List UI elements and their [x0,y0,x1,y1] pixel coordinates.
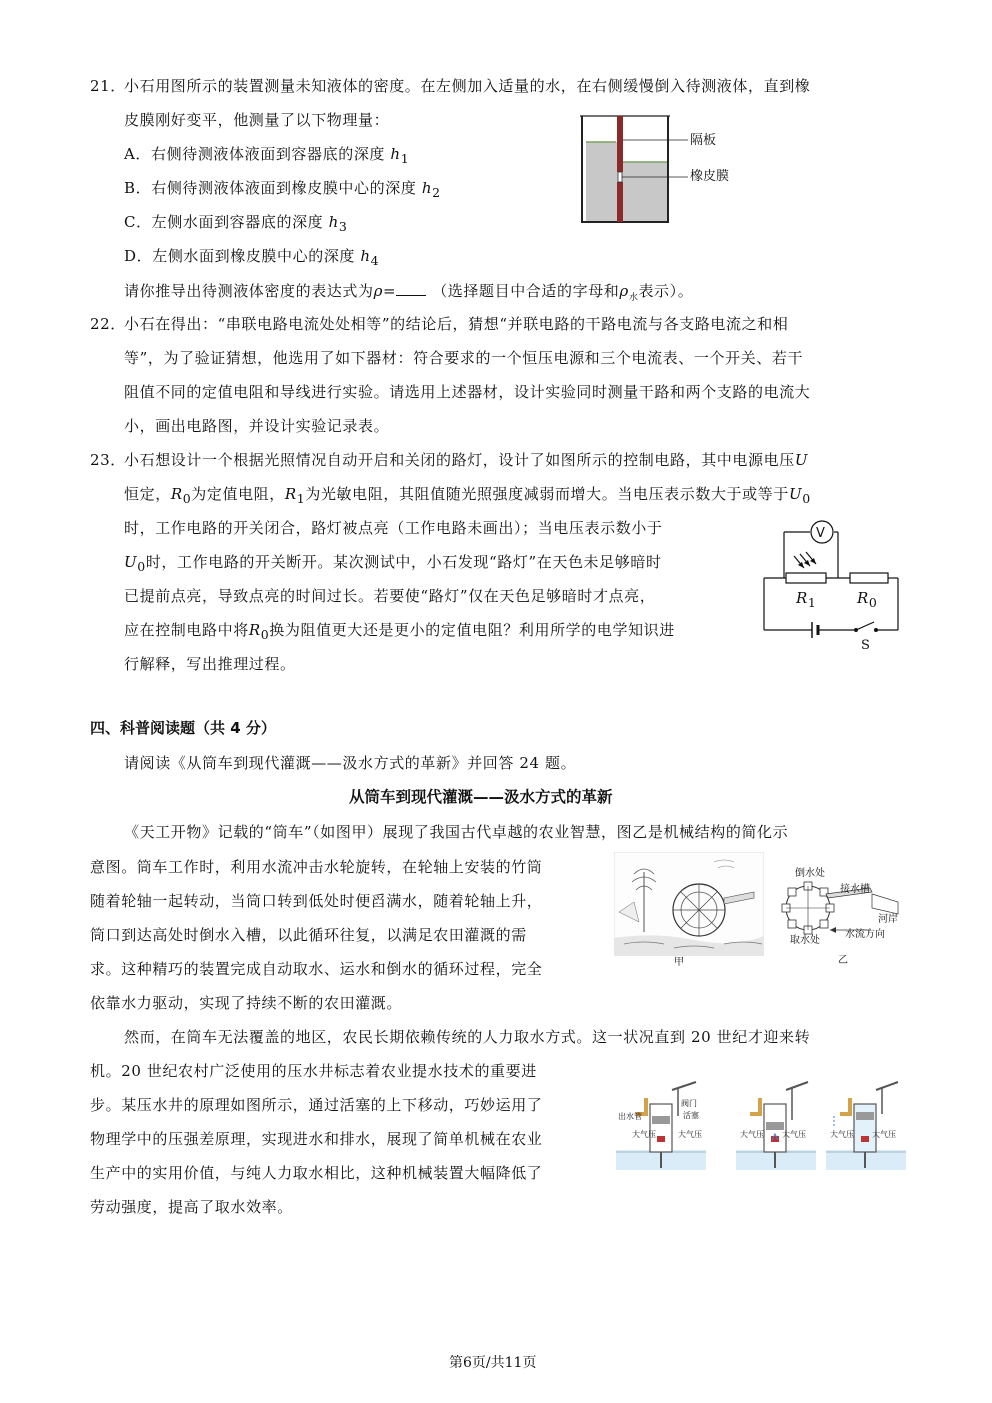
q22-line1: 小石在得出：“串联电路电流处处相等”的结论后，猜想“并联电路的干路电流与各支路电流之和相 [124,315,789,333]
q21-option-c: C．左侧水面到容器底的深度 $h_3$ [124,213,348,234]
label-bank: 河岸 [878,914,898,925]
pump-well-diagram-2 [736,1080,816,1170]
label-trough: 接水槽 [840,884,870,895]
voltmeter-label: V [816,526,825,541]
pump-well-diagram-3 [826,1080,906,1170]
water-wheel-illustration [614,852,764,956]
answer-blank[interactable] [396,283,426,296]
q22-line3: 阻值不同的定值电阻和导线进行实验。请选用上述器材，设计实验同时测量干路和两个支路的电流大 [124,383,811,401]
pump-label-outlet: 出水管 [618,1112,642,1121]
pump-label-atm-3a: 大气压 [830,1130,854,1139]
page-footer: 第6页/共11页 [449,1355,537,1371]
pump-well-diagram-1 [616,1080,706,1170]
q21-option-b: B．右侧待测液体液面到橡皮膜中心的深度 $h_2$ [124,179,441,200]
q23-line7: 行解释，写出推理过程。 [124,655,296,673]
p1-line2: 意图。筒车工作时，利用水流冲击水轮旋转，在轮轴上安装的竹筒 [90,858,543,876]
p2-line2: 机。20 世纪农村广泛使用的压水井标志着农业提水技术的重要进 [90,1062,537,1080]
fig-yi-caption: 乙 [838,955,848,966]
q21-line2: 皮膜刚好变平，他测量了以下物理量： [124,111,390,129]
q23-line5: 已提前点亮，导致点亮的时间过长。若要使“路灯”仅在天色足够暗时才点亮， [124,587,656,605]
q21-ask: 请你推导出待测液体密度的表达式为ρ= （选择题目中合适的字母和$\rho_水$表示）。 [124,282,694,303]
pump-label-atm-1a: 大气压 [632,1130,656,1139]
q23-line3: 时，工作电路的开关闭合，路灯被点亮（工作电路未画出）；当电压表示数小于 [124,519,663,537]
label-take: 取水处 [790,935,820,946]
pump-label-piston: 活塞 [683,1111,699,1120]
q23-line6: 应在控制电路中将$R_0$换为阻值更大还是更小的定值电阻？利用所学的电学知识进 [124,621,675,642]
fig-jia-caption: 甲 [674,957,684,968]
section4-heading: 四、科普阅读题（共 4 分） [90,719,276,737]
q23-line4: $U_0$时，工作电路的开关断开。某次测试中，小石发现“路灯”在天色未足够暗时 [124,553,662,574]
q21-line1: 小石用图所示的装置测量未知液体的密度。在左侧加入适量的水，在右侧缓慢倒入待测液体，直到橡 [124,77,811,95]
circuit-switch-label: S [861,638,871,653]
q22-line2: 等”，为了验证猜想，他选用了如下器材：符合要求的一个恒压电源和三个电流表、一个开关、若干 [124,349,804,367]
pump-label-valve: 阀门 [681,1099,697,1108]
label-pour: 倒水处 [795,868,825,879]
pump-label-atm-1b: 大气压 [678,1130,702,1139]
p2-line3: 步。某压水井的原理如图所示，通过活塞的上下移动，巧妙运用了 [90,1096,543,1114]
p2-line6: 劳动强度，提高了取水效率。 [90,1198,293,1216]
circuit-r0-label: $R_0$ [857,589,878,610]
pump-label-atm-2a: 大气压 [740,1130,764,1139]
p1-line6: 依靠水力驱动，实现了持续不断的农田灌溉。 [90,994,403,1012]
p2-line5: 生产中的实用价值，与纯人力取水相比，这种机械装置大幅降低了 [90,1164,543,1182]
q21-number: 21． [90,77,126,95]
q21-label-membrane: 橡皮膜 [690,169,730,184]
circuit-r1-label: $R_1$ [796,589,817,610]
q23-number: 23． [90,451,126,469]
p1-line3: 随着轮轴一起转动，当筒口转到低处时便舀满水，随着轮轴上升， [90,892,543,910]
q22-line4: 小，画出电路图，并设计实验记录表。 [124,417,390,435]
q21-container-figure [578,110,758,230]
p1-line4: 筒口到达高处时倒水入槽，以此循环往复，以满足农田灌溉的需 [90,926,527,944]
q22-number: 22． [90,315,126,333]
p1-line5: 求。这种精巧的装置完成自动取水、运水和倒水的循环过程，完全 [90,960,543,978]
section4-intro: 请阅读《从筒车到现代灌溉——汲水方式的革新》并回答 24 题。 [124,754,577,772]
q23-line2: 恒定，$R_0$为定值电阻，$R_1$为光敏电阻，其阻值随光照强度减弱而增大。当电压表示数大于或等于$U_0$ [124,485,811,506]
article-title: 从筒车到现代灌溉——汲水方式的革新 [349,788,613,806]
q21-option-a: A．右侧待测液体液面到容器底的深度 $h_1$ [124,145,410,166]
pump-label-atm-2b: 大气压 [782,1130,806,1139]
q23-line1: 小石想设计一个根据光照情况自动开启和关闭的路灯，设计了如图所示的控制电路，其中电源电压U [124,451,809,469]
p1-line1: 《天工开物》记载的“筒车”（如图甲）展现了我国古代卓越的农业智慧，图乙是机械结构的简化示 [124,823,789,841]
q21-label-partition: 隔板 [690,133,717,148]
label-flow: 水流方向 [845,929,885,940]
q21-option-d: D．左侧水面到橡皮膜中心的深度 $h_4$ [124,247,380,268]
pump-label-atm-3b: 大气压 [872,1130,896,1139]
q23-circuit-diagram [756,512,906,657]
p2-line4: 物理学中的压强差原理，实现进水和排水，展现了简单机械在农业 [90,1130,543,1148]
p2-line1: 然而，在筒车无法覆盖的地区，农民长期依赖传统的人力取水方式。这一状况直到 20 世纪才迎来转 [124,1028,811,1046]
